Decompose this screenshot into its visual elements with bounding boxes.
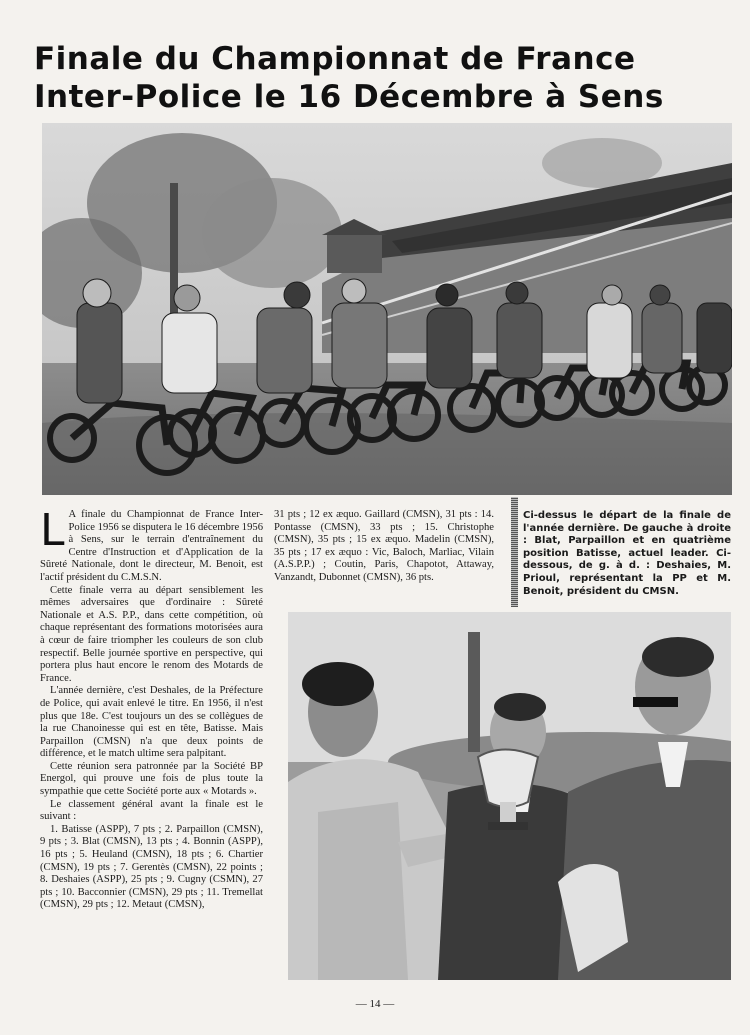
article-paragraph-1: L A finale du Championnat de France Inter-Police 1956 se disputera le 16 décembre 1956 à Sens, sur le terrain d'entraînement du Centre d'Instruction et d'Application de la Sûreté Nationale, dont le directeur, M. Benoit, est l'actif président du C.M.S.N. bbox=[40, 505, 263, 583]
standings-list: 1. Batisse (ASPP), 7 pts ; 2. Parpaillon (CMSN), 9 pts ; 3. Blat (CMSN), 13 pts ; 4. Bonnin (ASPP), 16 pts ; 5. Heuland (CMSN), 18 pts ; 6. Chartier (CMSN), 19 pts ; 7. Gerentès (CMSN), 22 points ; 8. Deshaies (ASPP), 25 pts ; 9. Cugny (CSMN), 27 pts ; 10. Bacconnier (CMSN), 29 pts ; 11. Tremellat (CMSN), 29 pts ; 12. Metaut (CMSN), bbox=[40, 823, 263, 911]
standings-list-continued: 31 pts ; 12 ex æquo. Gaillard (CMSN), 31 pts : 14. Pontasse (CMSN), 33 pts ; 15. Christophe (CMSN), 35 pts ; 15 ex æquo. Madelin (CMSN), 35 pts ; 17 ex æquo : Vic, Baloch, Marliac, Vilain (A.S.P.P.) ; Coutin, Paris, Chapotot, Attaway, Vanzandt, Dubonnet (CMSN), 36 pts. bbox=[274, 509, 494, 583]
article-paragraph-5: Le classement général avant la finale est le suivant : bbox=[40, 798, 263, 823]
article-column-middle bbox=[274, 509, 494, 585]
photo-caption: Ci-dessus le départ de la finale de l'année dernière. De gauche à droite : Blat, Parpaillon et en quatrième position Batisse, actuel leader. Ci-dessous, de g. à d. : Deshaies, M. Prioul, représentant la PP et M. Benoit, président du CMSN. bbox=[523, 510, 731, 597]
article-column-left bbox=[40, 505, 263, 912]
race-start-photo bbox=[42, 123, 732, 495]
race-start-illustration bbox=[42, 123, 732, 495]
article-paragraph-4: Cette réunion sera patronnée par la Société BP Energol, qui prouve une fois de plus toute la sympathie que cette Société porte aux « Motards ». bbox=[40, 760, 263, 798]
headline-line-1: Finale du Championnat de France bbox=[34, 41, 636, 77]
article-paragraph-3: L'année dernière, c'est Deshales, de la Préfecture de Police, qui avait enlevé le titre. En 1956, il n'est plus que 18e. C'est toujours un des se collègues de la rue Chanoinesse qui est en tête, Batisse. Mais Parpaillon (CMSN) n'a que deux points de différence, et le match ultime sera palpitant. bbox=[40, 685, 263, 760]
headline bbox=[34, 40, 734, 116]
drop-cap: L bbox=[40, 505, 65, 556]
page-number: — 14 — bbox=[355, 998, 395, 1010]
article-paragraph-2: Cette finale verra au départ sensiblement les mêmes adversaires que d'ordinaire : Sûreté Nationale et A.S. P.P., dans cette compétition, où chaque représentant des formations motorisées aura à cœur de faire triompher les couleurs de son club respectif. Belle journée sportive en perspective, qui portera plus haut encore le renom des Motards de France. bbox=[40, 584, 263, 684]
trophy-presentation-photo bbox=[288, 612, 731, 980]
headline-line-2: Inter-Police le 16 Décembre à Sens bbox=[34, 79, 664, 115]
caption-rule bbox=[511, 497, 518, 607]
trophy-presentation-illustration bbox=[288, 612, 731, 980]
